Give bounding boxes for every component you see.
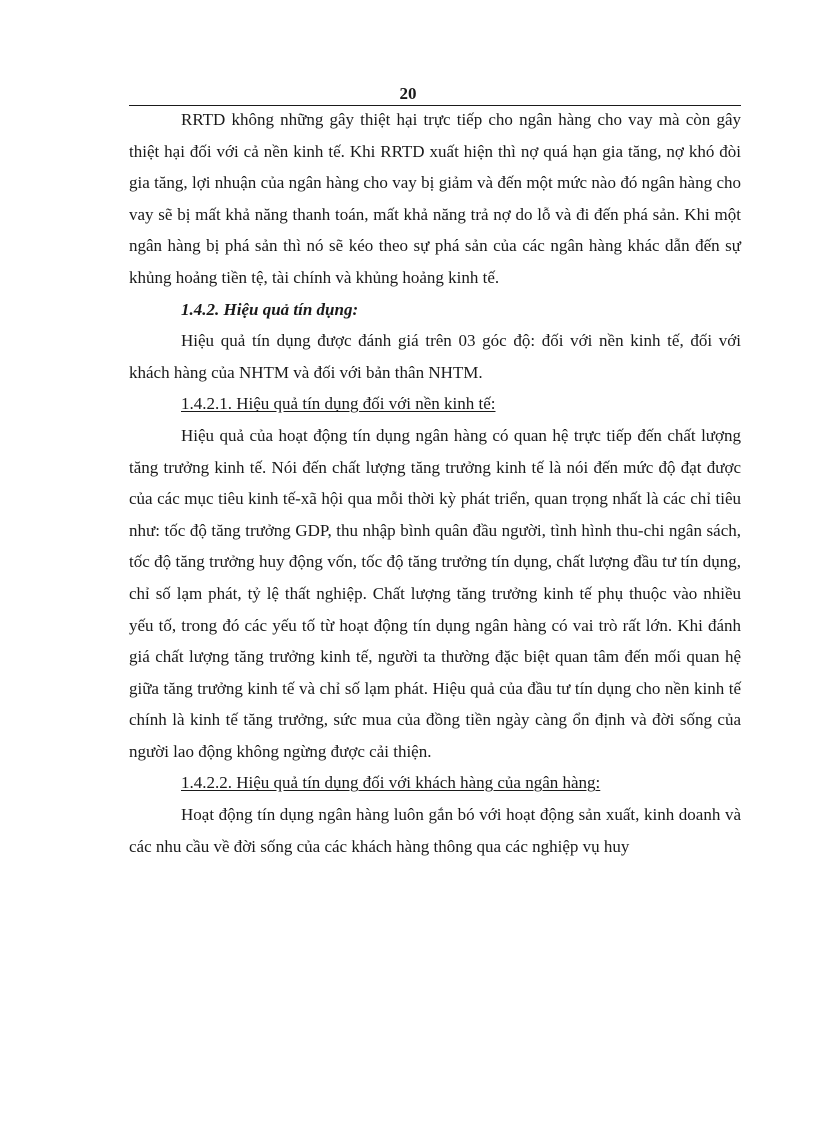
paragraph-credit-risk-impact: RRTD không những gây thiệt hại trực tiếp cho ngân hàng cho vay mà còn gây thiệt hại đối với cả nền kinh tế. Khi RRTD xuất hiện thì nợ quá hạn gia tăng, nợ khó đòi gia tăng, lợi nhuận của ngân hàng cho vay bị giảm và đến một mức nào đó ngân hàng cho vay sẽ bị mất khả năng thanh toán, mất khả năng trả nợ do lỗ và đi đến phá sản. Khi một ngân hàng bị phá sản thì nó sẽ kéo theo sự phá sản của các ngân hàng khác dẫn đến sự khủng hoảng tiền tệ, tài chính và khủng hoảng kinh tế. <box>129 110 741 287</box>
subsection-heading-customers: 1.4.2.2. Hiệu quả tín dụng đối với khách hàng của ngân hàng: <box>181 773 601 793</box>
page-number: 20 <box>399 84 417 103</box>
paragraph-customer-efficiency: Hoạt động tín dụng ngân hàng luôn gắn bó với hoạt động sản xuất, kinh doanh và các nhu cầu về đời sống của các khách hàng thông qua các nghiệp vụ huy <box>129 805 741 856</box>
paragraph-economy-efficiency: Hiệu quả của hoạt động tín dụng ngân hàng có quan hệ trực tiếp đến chất lượng tăng trưởng kinh tế. Nói đến chất lượng tăng trưởng kinh tế là nói đến mức độ đạt được của các mục tiêu kinh tế-xã hội qua mỗi thời kỳ phát triển, quan trọng nhất là các chỉ tiêu như: tốc độ tăng trưởng GDP, thu nhập bình quân đầu người, tình hình thu-chi ngân sách, tốc độ tăng trưởng huy động vốn, tốc độ tăng trưởng tín dụng, chất lượng đầu tư tín dụng, chỉ số lạm phát, tỷ lệ thất nghiệp. Chất lượng tăng trưởng kinh tế phụ thuộc vào nhiều yếu tố, trong đó các yếu tố từ hoạt động tín dụng ngân hàng có vai trò rất lớn. Khi đánh giá chất lượng tăng trưởng kinh tế, người ta thường đặc biệt quan tâm đến mối quan hệ giữa tăng trưởng kinh tế và chỉ số lạm phát. Hiệu quả của đầu tư tín dụng cho nền kinh tế chính là kinh tế tăng trưởng, sức mua của đồng tiền ngày càng ổn định và đời sống của người lao động không ngừng được cải thiện. <box>129 425 741 761</box>
subsection-heading-economy: 1.4.2.1. Hiệu quả tín dụng đối với nền kinh tế: <box>181 394 496 414</box>
paragraph-efficiency-perspectives: Hiệu quả tín dụng được đánh giá trên 03 góc độ: đối với nền kinh tế, đối với khách hàng của NHTM và đối với bản thân NHTM. <box>129 331 741 382</box>
document-body <box>129 104 741 862</box>
section-heading-credit-efficiency: 1.4.2. Hiệu quả tín dụng: <box>181 299 359 319</box>
